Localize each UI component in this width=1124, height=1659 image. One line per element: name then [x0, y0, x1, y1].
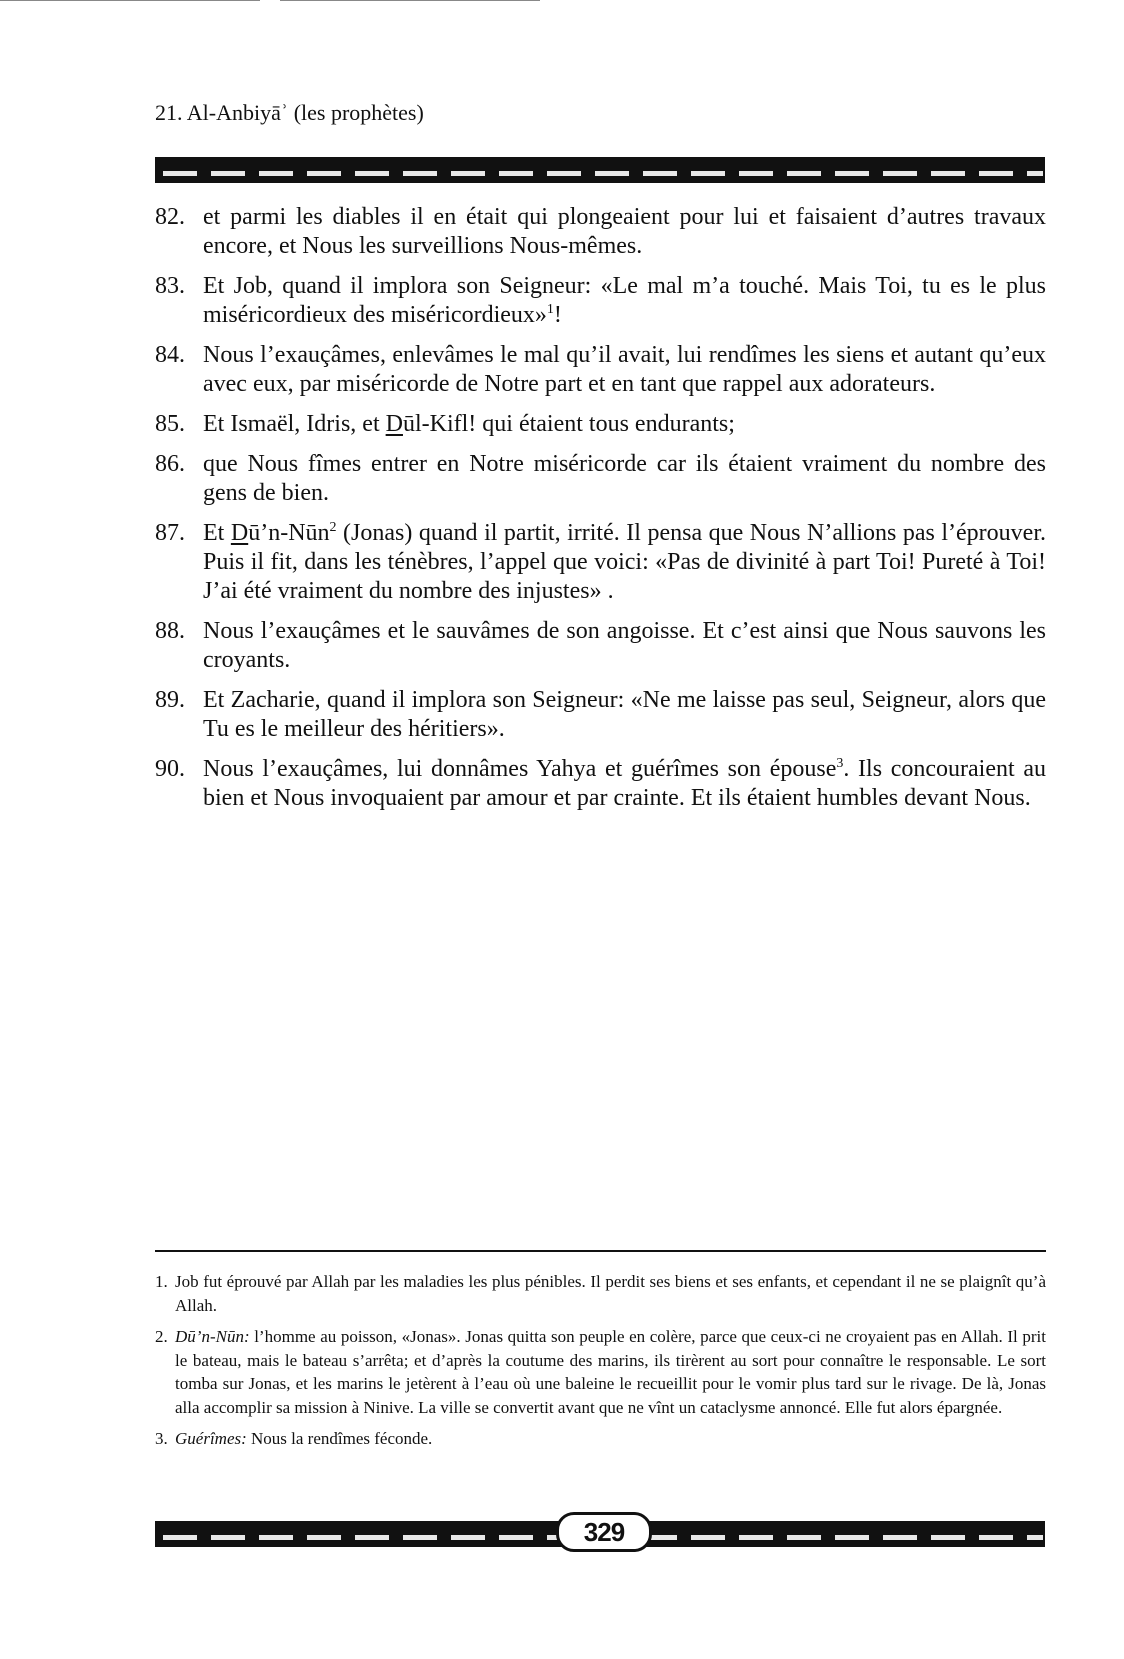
footnote-list — [155, 1270, 1046, 1459]
verse-text: ūl-Kifl! qui étaient tous endurants; — [402, 411, 735, 437]
verse-text-pre: Et — [203, 520, 231, 546]
footnote-term: Guérîmes: — [175, 1429, 247, 1448]
footnote-2 — [155, 1325, 1046, 1419]
verse-86 — [155, 450, 1046, 508]
verse-83 — [155, 272, 1046, 330]
transliteration-letter: D — [230, 520, 249, 546]
footnote-divider — [155, 1250, 1046, 1252]
verse-text: Nous l’exauçâmes, lui donnâmes Yahya et guérîmes son épouse — [203, 756, 837, 782]
verse-text-pre: Et Ismaël, Idris, et — [203, 411, 386, 437]
transliteration-letter: D — [385, 411, 403, 437]
footnote-text: Job fut éprouvé par Allah par les maladies les plus pénibles. Il perdit ses biens et ses enfants, et cependant il ne se plaignît qu’à Allah. — [175, 1272, 1046, 1315]
verse-84 — [155, 341, 1046, 399]
verse-name: ū’n-Nūn — [248, 520, 330, 546]
verse-82 — [155, 203, 1046, 261]
footnote-1 — [155, 1270, 1046, 1317]
verse-number: 83. — [155, 273, 185, 299]
verse-text: Et Zacharie, quand il implora son Seigneur: «Ne me laisse pas seul, Seigneur, alors que Tu es le meilleur des héritiers». — [203, 687, 1046, 742]
verse-number: 87. — [155, 520, 185, 546]
verse-number: 88. — [155, 618, 185, 644]
verse-number: 82. — [155, 204, 185, 230]
footnote-ref[interactable]: 3 — [836, 756, 844, 771]
verse-text: (Jonas) quand il partit, irrité. Il pensa que Nous N’allions pas l’éprouver. Puis il fit, dans les ténèbres, l’appel que voici: «Pas de divinité à part Toi! Pureté à Toi! J’ai été vraiment du nombre des injustes» . — [203, 520, 1046, 604]
verse-number: 90. — [155, 756, 185, 782]
footnote-text: l’homme au poisson, «Jonas». Jonas quitta son peuple en colère, parce que ceux-ci ne croyaient pas en Allah. Il prit le bateau, mais le bateau s’arrêta; et d’après la coutume des marins, ils tirèrent au sort pour connaître le responsable. Le sort tomba sur Jonas, et les marins le jetèrent à l’eau où une baleine le recueillit pour le vomir plus tard sur le rivage. De là, Jonas alla accomplir sa mission à Ninive. La ville se convertit avant que ne vînt un cataclysme annoncé. Elle fut alors épargnée. — [175, 1327, 1046, 1417]
footnote-term: Dū’n-Nūn: — [175, 1327, 250, 1346]
scan-edge-line — [0, 0, 260, 1]
verse-text-tail: . Ils concouraient au bien et Nous invoquaient par amour et par crainte. Et ils étaient humbles devant Nous. — [203, 756, 1047, 811]
verse-89 — [155, 686, 1046, 744]
verse-text-tail: ! — [553, 302, 562, 328]
verse-list — [155, 203, 1046, 824]
verse-text: Nous l’exauçâmes et le sauvâmes de son angoisse. Et c’est ainsi que Nous sauvons les croyants. — [203, 618, 1046, 673]
verse-number: 89. — [155, 687, 185, 713]
page-number: 329 — [556, 1512, 652, 1552]
verse-number: 86. — [155, 451, 185, 477]
chapter-header: 21. Al-Anbiyāʾ (les prophètes) — [155, 100, 424, 125]
verse-88 — [155, 617, 1046, 675]
scan-edge-line — [280, 0, 540, 1]
verse-number: 84. — [155, 342, 185, 368]
verse-text: et parmi les diables il en était qui plongeaient pour lui et faisaient d’autres travaux encore, et Nous les surveillions Nous-mêmes. — [203, 204, 1046, 259]
verse-text: que Nous fîmes entrer en Notre miséricorde car ils étaient vraiment du nombre des gens de bien. — [203, 451, 1046, 506]
verse-text: Nous l’exauçâmes, enlevâmes le mal qu’il avait, lui rendîmes les siens et autant qu’eux avec eux, par miséricorde de Notre part et en tant que rappel aux adorateurs. — [203, 342, 1046, 397]
verse-90 — [155, 755, 1046, 813]
footnote-ref[interactable]: 1 — [546, 302, 554, 317]
verse-87 — [155, 519, 1046, 606]
footnote-number: 1. — [155, 1272, 168, 1291]
footnote-number: 3. — [155, 1429, 168, 1448]
footnote-ref[interactable]: 2 — [329, 520, 337, 535]
footnote-3 — [155, 1427, 1046, 1451]
footnote-text: Nous la rendîmes féconde. — [246, 1429, 433, 1448]
verse-text: Et Job, quand il implora son Seigneur: «Le mal m’a touché. Mais Toi, tu es le plus miséricordieux des miséricordieux» — [203, 273, 1046, 328]
verse-number: 85. — [155, 411, 185, 437]
verse-85 — [155, 410, 1046, 439]
footnote-number: 2. — [155, 1327, 168, 1346]
ornamental-border-top — [155, 157, 1045, 183]
